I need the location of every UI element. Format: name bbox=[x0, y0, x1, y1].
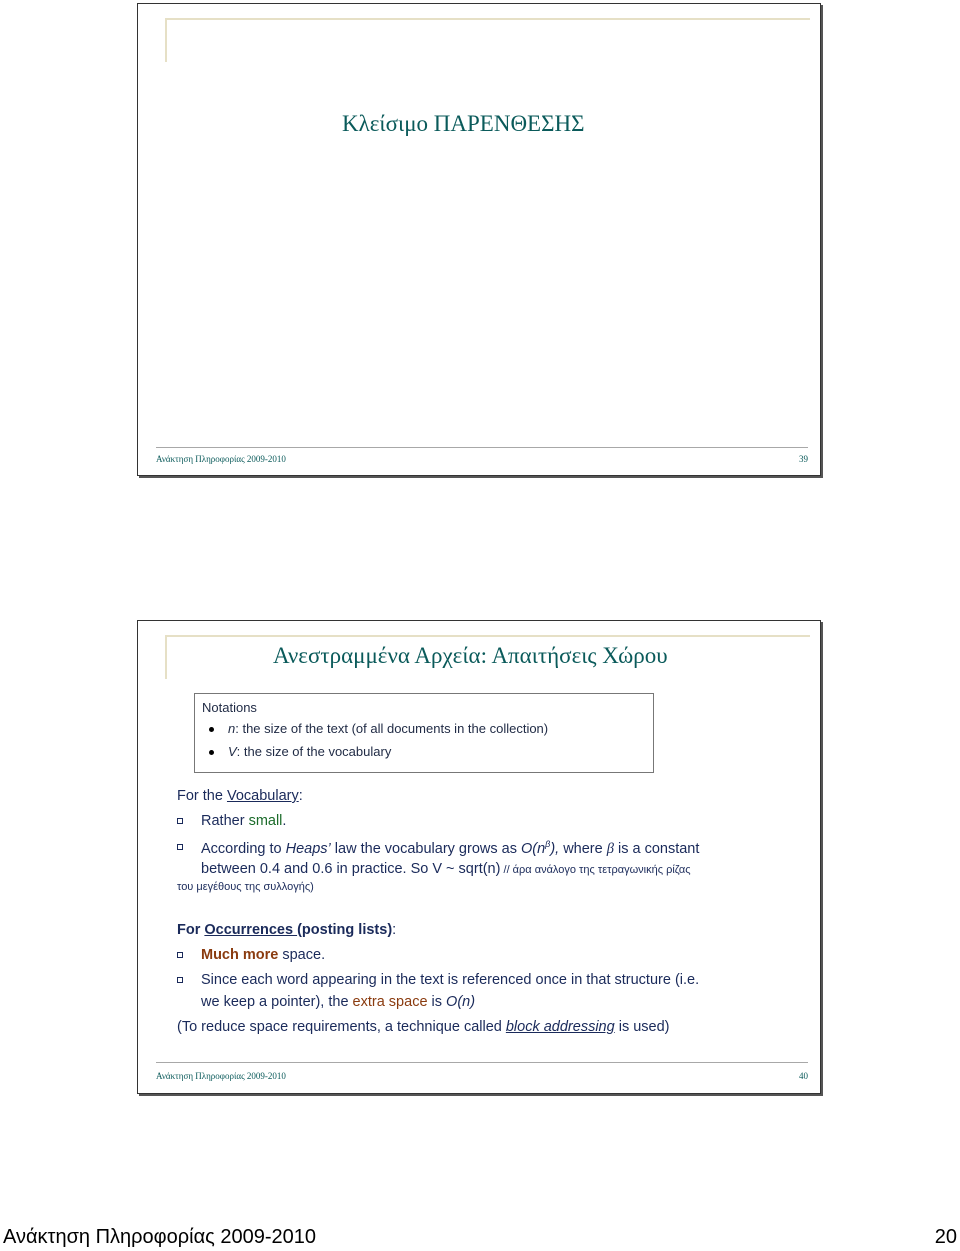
slide-title: Ανεστραμμένα Αρχεία: Απαιτήσεις Χώρου bbox=[273, 643, 668, 668]
slide-decoration-vertical bbox=[165, 18, 167, 62]
occurrences-heading: For Occurrences (posting lists): bbox=[177, 922, 397, 938]
slide-40 bbox=[137, 620, 821, 1094]
slide-39 bbox=[137, 3, 821, 476]
heaps-line-3: του μεγέθους της συλλογής) bbox=[177, 881, 314, 893]
heaps-term: Heaps’ bbox=[285, 840, 331, 857]
occurrences-link: Occurrences bbox=[204, 922, 298, 938]
footer-divider bbox=[156, 1062, 808, 1063]
bullet-dot-icon bbox=[209, 750, 214, 755]
block-addressing-link: block addressing bbox=[505, 1019, 615, 1035]
square-bullet-icon bbox=[177, 818, 183, 824]
slide-title: Κλείσιμο ΠΑΡΕΝΘΕΣΗΣ bbox=[342, 111, 585, 136]
bullet-pointer: Since each word appearing in the text is referenced once in that structure (i.e. bbox=[177, 972, 699, 988]
notation-v-text: : the size of the vocabulary bbox=[236, 744, 392, 759]
notation-n-text: : the size of the text (of all documents in the collection) bbox=[235, 721, 549, 736]
notations-box bbox=[194, 693, 654, 773]
notations-heading: Notations bbox=[202, 700, 257, 715]
slide-decoration-horizontal bbox=[165, 18, 810, 20]
bullet-heaps-law: According to Heaps’ law the vocabulary grows as $O(n^\beta)$, where β is a constant bbox=[177, 839, 699, 858]
bullet-rather-small: Rather small. bbox=[177, 813, 286, 829]
square-bullet-icon bbox=[177, 844, 183, 850]
square-bullet-icon bbox=[177, 952, 183, 958]
block-addressing-note: (To reduce space requirements, a technique called block addressing is used) bbox=[177, 1019, 670, 1035]
document-page-number: 20 bbox=[934, 1226, 957, 1248]
page-number: 39 bbox=[799, 454, 808, 464]
footer-divider bbox=[156, 447, 808, 448]
pointer-line-2: we keep a pointer), the extra space is O(n) bbox=[201, 994, 476, 1010]
vocabulary-link: Vocabulary bbox=[226, 788, 299, 804]
much-more-highlight: Much more bbox=[201, 947, 279, 963]
var-n: n bbox=[228, 721, 236, 736]
document-footer-title: Ανάκτηση Πληροφορίας 2009-2010 bbox=[3, 1226, 316, 1248]
vocabulary-heading: For the Vocabulary: bbox=[177, 788, 303, 804]
page-number: 40 bbox=[799, 1071, 808, 1081]
slide-decoration-vertical bbox=[165, 635, 167, 679]
var-v: V bbox=[228, 744, 237, 759]
bullet-dot-icon bbox=[209, 727, 214, 732]
big-o-n: O(n) bbox=[446, 994, 476, 1010]
extra-space-highlight: extra space bbox=[352, 994, 428, 1010]
big-o-n-beta: $O(n^\beta)$, bbox=[520, 839, 560, 857]
heaps-line-2: between 0.4 and 0.6 in practice. So V ~ sqrt(n) // άρα ανάλογο της τετραγωνικής ρίζας bbox=[201, 861, 691, 877]
square-bullet-icon bbox=[177, 977, 183, 983]
small-highlight: small bbox=[248, 813, 283, 829]
notation-n bbox=[202, 717, 653, 740]
greek-comment: // άρα ανάλογο της τετραγωνικής ρίζας bbox=[500, 864, 691, 876]
beta-symbol: β bbox=[606, 840, 614, 857]
footer-course: Ανάκτηση Πληροφορίας 2009-2010 bbox=[156, 454, 286, 464]
footer-course: Ανάκτηση Πληροφορίας 2009-2010 bbox=[156, 1071, 286, 1081]
notation-v bbox=[202, 740, 653, 763]
bullet-much-more-space: Much more space. bbox=[177, 947, 325, 963]
slide-decoration-horizontal bbox=[165, 635, 810, 637]
